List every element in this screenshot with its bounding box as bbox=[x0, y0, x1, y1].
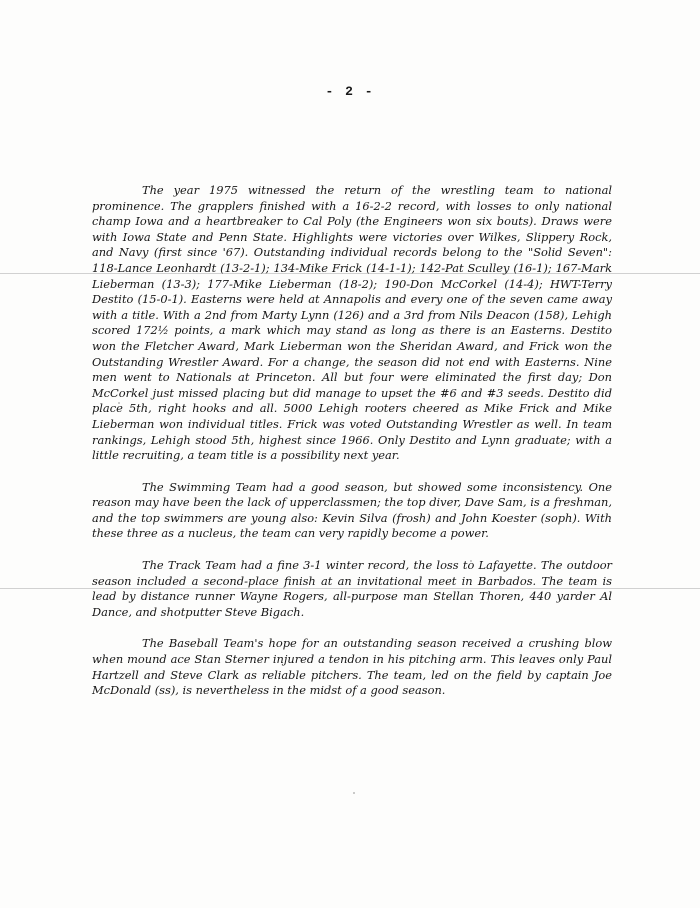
track-paragraph: The Track Team had a fine 3-1 winter record, the loss to Lafayette. The outdoor season included a second-place finish at an invitational meet in Barbados. The team is lead by distance runner Wayne Rogers, all-purpose man Stellan Thoren, 440 yarder Al Dance, and shotputter Steve Bigach. bbox=[92, 558, 612, 619]
scan-speck bbox=[353, 792, 355, 794]
baseball-paragraph: The Baseball Team's hope for an outstanding season received a crushing blow when mound ace Stan Sterner injured a tendon in his pitching arm. This leaves only Paul Hartzell and Steve Clark as reliable pitchers. The team, led on the field by captain Joe McDonald (ss), is nevertheless in the midst of a good season. bbox=[92, 636, 612, 698]
wrestling-paragraph: The year 1975 witnessed the return of the wrestling team to national prominence. The grapplers finished with a 16-2-2 record, with losses to only national champ Iowa and a heartbreaker to Cal Poly (the Engineers won six bouts). Draws were with Iowa State and Penn State. Highlights were victories over Wilkes, Slippery Rock, and Navy (first since '67). Outstanding individual records belong to the "Solid Seven": 118-Lance Leonhardt (13-2-1); 134-Mike Frick (14-1-1); 142-Pat Sculley (16-1); 167-Mark Lieberman (13-3); 177-Mike Lieberman (18-2); 190-Don McCorkel (14-4); HWT-Terry Destito (15-0-1). Easterns were held at Annapolis and every one of the seven came away with a title. With a 2nd from Marty Lynn (126) and a 3rd from Nils Deacon (158), Lehigh scored 172½ points, a mark which may stand as long as there is an Easterns. Destito won the Fletcher Award, Mark Lieberman won the Sheridan Award, and Frick won the Outstanding Wrestler Award. For a change, the season did not end with Easterns. Nine men went to Nationals at Princeton. All but four were eliminated the first day; Don McCorkel just missed placing but did manage to upset the #6 and #3 seeds. Destito did place 5th, right hooks and all. 5000 Lehigh rooters cheered as Mike Frick and Mike Lieberman won individual titles. Frick was voted Outstanding Wrestler as well. In team rankings, Lehigh stood 5th, highest since 1966. Only Destito and Lynn graduate; with a little recruiting, a team title is a possibility next year. bbox=[92, 183, 612, 463]
swimming-paragraph: The Swimming Team had a good season, but showed some inconsistency. One reason may have been the lack of upperclassmen; the top diver, Dave Sam, is a freshman, and the top swimmers are young also: Kevin Silva (frosh) and John Koester (soph). With these three as a nucleus, the team can very rapidly become a power. bbox=[92, 479, 612, 541]
page-number: - 2 - bbox=[325, 84, 375, 99]
document-body bbox=[92, 183, 612, 699]
